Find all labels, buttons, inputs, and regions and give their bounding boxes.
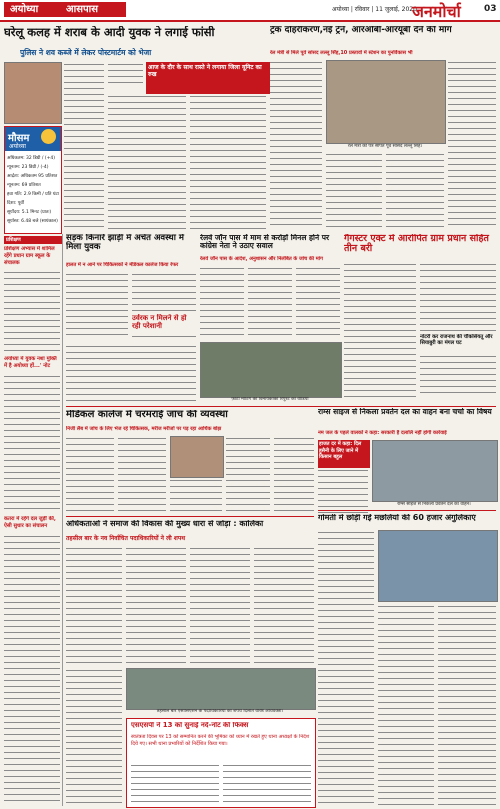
lead-subheadline: पुलिस ने शव कब्जे में लेकर पोस्टमार्टम को भेजा (20, 48, 152, 57)
medical-text-col2 (118, 436, 166, 514)
medical-subheadline: निजी लैब में जांच के लिए भेज रहे चिकित्सक, मरीज मरीजों पर पड़ रहा आर्थिक बोझ (66, 426, 222, 432)
police-headline: एसएसपी ने 13 को सुनाई नर्द-नोट की फिक्स (131, 722, 249, 729)
fraud-text-col1 (200, 266, 244, 340)
railway-text-col4 (448, 60, 496, 230)
section-rule (66, 516, 314, 517)
medical-text-col3 (170, 478, 222, 514)
weather-line: सूर्यास्त: 6.48 बजे (सायंकाल) (7, 219, 58, 224)
medical-text-col4 (226, 436, 270, 514)
railway-photo (326, 60, 446, 144)
brand-logo: जनमोर्चा (412, 2, 461, 21)
section-rule (318, 510, 496, 511)
police-text-col2 (223, 763, 311, 803)
medical-headline: मेडिकल कालेज में चरमराई जांच की व्यवस्था (66, 410, 228, 420)
left-subheadline-3: कतरा में रहेंगे दल जुड़ीं की, ऐसी सुधार का संचालन (4, 516, 56, 529)
road-text-col2 (132, 272, 196, 312)
bar-association-caption: तहसील बार एसोसिएशन के पदाधिकारियों को शपथ दिलाते वरिष्ठ अधिवक्ता। (156, 709, 284, 714)
gangster-text-col2 (420, 262, 496, 332)
lead-text-col2 (108, 94, 186, 230)
weather-line: न्यूनतम: 23 डिग्री / (-4) (7, 165, 49, 170)
section-tag-aaspaas: आसपास (60, 2, 126, 17)
fraud-headline: रेलवे जॉन पास में माम से करोड़ों मिनल होने पर कांग्रेस नेता ने उठाए सवाल (200, 234, 330, 250)
bar-association-photo (126, 668, 316, 710)
weather-line: न्यूनतम: 69 प्रतिशत (7, 183, 41, 188)
sun-icon (41, 129, 56, 144)
weather-line: हवा गति: 2.9 किमी / प्रति घंटा (7, 192, 59, 197)
medical-text-col5 (274, 436, 314, 514)
railway-text-col1 (270, 60, 322, 230)
bar-association-headline: अधिकताओं ने समाज की विकास की मुख्य धारा से जोड़ा : कालिका (66, 520, 264, 528)
bar-text-col2 (126, 546, 186, 666)
railway-headline: ट्रैक दोहरीकरण,नई ट्रेनें, आरओबी-आरयूबी देने की माँग (270, 26, 452, 35)
weather-banner (5, 127, 61, 151)
weather-line: सूर्योदय: 5.1 मिनट (प्रातः) (7, 210, 52, 215)
page-header (0, 0, 500, 22)
left-text-2 (4, 374, 60, 514)
bar-text-col4 (254, 546, 314, 666)
gomti-photo (378, 530, 498, 602)
road-headline: सड़क किनारे झाड़ी में अचेत अवस्था में मिला युवक (66, 234, 184, 252)
left-text-1 (4, 270, 60, 354)
issue-date: अयोध्या | रविवार | 11 जुलाई, 2020 (332, 6, 417, 13)
lead-text-col2-top (108, 62, 143, 84)
column-divider (62, 234, 63, 806)
lead-text-col1 (64, 62, 104, 230)
enforcement-kicker-box: हाजत दर में कहा: दिल हुसैनी के लिए जाने में किसान बहुल (318, 440, 370, 468)
weather-line: आर्द्रता: अधिकतम 95 प्रतिशत (7, 174, 58, 179)
enforcement-headline: राम्स साइज से निकला प्रवर्तन दल का वाहन बना चर्चा का विषय (318, 408, 492, 416)
lead-headline: घरेलू कलह में शराब के आदी युवक ने लगाई फांसी (4, 26, 215, 39)
page-number: 03 (484, 4, 497, 14)
left-section-label: प्रशिक्षण (4, 236, 62, 244)
enforcement-photo (372, 440, 498, 502)
lead-highlight-box: आज के दौर के साथ रास्ते ने लगाया जिला यूनिट का रुख (146, 62, 270, 94)
fraud-text-col3 (296, 266, 340, 340)
gangster-text-col1 (344, 262, 416, 398)
gangster-right-subheadline: नोटरी कर राजनाथ की चौकसियतू और सियाबुरी का मंगल घट (420, 334, 493, 346)
weather-details (7, 154, 59, 226)
road-text-bottom (66, 344, 196, 404)
fraud-subheadline: रेलवे जॉन पास के आदेश, अनुशासन और निलंबित के जांच की मांग (200, 256, 323, 262)
section-rule (66, 406, 496, 407)
enforcement-photo-caption: राम्स साइज से निकला प्रवर्तन दल का वाहन। (397, 502, 471, 507)
police-text: स्वतंत्रता दिवस पर 13 को सम्मानित करने की भूमिका को ध्यान में रखते हुए थाना अध्यक्षों के निर्देश दिये गए। सभी थाना प्रभारियों को निर्देशित किया गया। (131, 734, 310, 747)
weather-line: अधिकतम: 32 डिग्री / (+4) (7, 156, 55, 161)
fraud-text-col2 (248, 266, 292, 340)
lead-text-col3 (190, 94, 266, 230)
fraud-photo (200, 342, 342, 398)
weather-city: अयोध्या (9, 143, 26, 150)
fertilizer-headline: उर्वरक न मिलने से हो रही परेशानी (132, 314, 187, 330)
enforcement-text-col1 (318, 468, 368, 514)
railway-photo-caption: रेल मंत्री को पत्र सौंपते पूर्व सांसद लल्लू सिंह। (347, 144, 423, 149)
road-text-col1 (66, 272, 128, 340)
fertilizer-text (132, 334, 196, 342)
enforcement-subheadline: नम जल के पहले वालकों ने कहा: सरकारी है दलालि नहीं होगी कार्रवाई (318, 430, 447, 436)
medical-text-col1 (66, 436, 114, 514)
gangster-text-col3 (420, 354, 496, 398)
gangster-headline: गैंगस्टर एक्ट में आरोपित ग्राम प्रधान सहित तीन बरी (344, 234, 489, 254)
bar-association-subheadline: तहसील बार के नव निर्वाचित पदाधिकारियों ने ली शपथ (66, 535, 186, 542)
bar-text-col3 (190, 546, 250, 666)
left-text-3 (4, 534, 60, 804)
left-subheadline-2: अयोध्या में युवक नशा मुक्ति में है अयोध्या हों...' नोट (4, 356, 57, 369)
railway-subheadline: रेल मंत्री से मिले पूर्व सांसद लल्लू सिंह,10 प्रस्तावों में स्टेशन का पुनर्विकास भी (270, 50, 413, 56)
lead-portrait-image (4, 62, 62, 124)
section-tag-ayodhya: अयोध्या (4, 2, 68, 17)
road-subheadline: हालत में न आने पर चिकित्सकों ने मेडिकल कालेज किया रेफर (66, 262, 179, 268)
police-box (126, 718, 316, 808)
medical-photo (170, 436, 224, 478)
railway-text-col2 (326, 152, 382, 230)
bar-text-col1-bottom (66, 668, 122, 806)
weather-title: मौसम (8, 133, 30, 144)
left-subheadline-1: प्रशिक्षण अभ्यास में शामिल रहेंगे प्रधान ग्राम स्कूल के संचालक (4, 246, 55, 266)
weather-line: दिशा: पूर्वी (7, 201, 24, 206)
fraud-photo-caption: फ़ोटो मीटिंग को विनायकोंको रिपुरट का वीडियो (231, 397, 309, 402)
gomti-text-col1 (318, 530, 374, 806)
bar-text-col1 (66, 546, 122, 666)
gomti-text-col2 (378, 604, 434, 806)
weather-box (4, 126, 62, 234)
police-text-col1 (131, 763, 219, 803)
gomti-headline: गोमती में छोड़ी गईं मछलियों की 60 हजार अंगुलिकाएं (318, 514, 476, 522)
railway-text-col3 (386, 152, 444, 230)
gomti-text-col3 (438, 604, 496, 806)
